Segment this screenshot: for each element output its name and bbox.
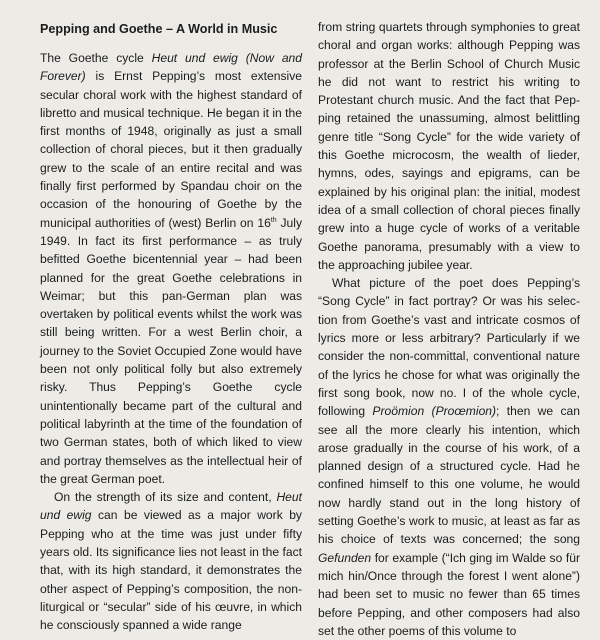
left-p1-text-c: July 1949. In fact its first performance – as truly befitted Goethe bicentennial year – had been planned for the great Goethe celebrations in Weimar; but this pan-German plan was overtaken by political events whilst the work was still being written. For a west Berlin choir, a journey to the Soviet Occupied Zone would have been not only political folly but also extremely risky. Thus Pepping’s Goethe cycle unintentionally became part of the cultural and political labyrinth at the time of the foundation of two German states, both of which liked to view and portray themselves as the intellectual heir of the great German poet. [40,215,302,486]
left-column [40,20,302,640]
left-paragraph-1 [40,49,302,488]
right-paragraph-1: from string quartets through symphonies to great choral and organ works: although Pepping was professor at the Berlin School of Church Music he did not want to restrict his writing to Protestant church music. And the fact that Pepping retained the unassuming, almost belittling genre title “Song Cycle” for the wide variety of this Goethe microcosm, the wealth of lieder, hymns, odes, sayings and epigrams, can be explained by his original plan: the initial, modest idea of a small collection of choral pieces finally grew into a huge cycle of works of a veritable Goethe panorama, presumably with a view to the approaching jubilee year. [318,20,580,272]
article-heading: Pepping and Goethe – A World in Music [40,22,278,36]
text-columns [40,20,580,640]
right-column [318,18,580,640]
left-p1-text-b: is Ernst Pepping’s most extensive secular choral work with the highest standard of libretto and musical technique. He began it in the first months of 1948, originally as just a small collection of choral pieces, but it then gradually grew to the scale of an entire recital and was finally first performed by Spandau choir on the occasion of the honouring of Goethe by the municipal authorities of (west) Berlin on 16 [40,69,302,230]
left-paragraph-2 [40,488,302,634]
left-p1-text-a: The Goethe cycle [40,51,152,65]
right-paragraph-2 [318,274,580,640]
proomion-title: Proömion (Proœmion) [372,404,497,419]
right-p2-text-a: What picture of the poet does Pepping’s “Song Cycle” in fact portray? Or was his selection from Goethe’s vast and intricate cosmos of lyrics more or less arbitrary? Particularly if we consider the non-committal, conventional nature of the lyrics he chose for what was originally the first song book, now no. I of the whole cycle, following [318,276,580,419]
left-p2-text-a: On the strength of its size and content, [54,490,277,505]
work-title: Heut und ewig (Now and Forever) [40,51,302,84]
right-p2-text-b: ; then we can see all the more clearly his intention, which arose gradually in the course of his work, of a planned design of a structured cycle. Had he confined himself to this one volume, he would now hardly stand out in the long history of setting Goethe’s work to music, at least as far as his choice of texts was concerned; the song [318,404,580,547]
right-p2-text-c: for example (“Ich ging im Walde so für mich hin/Once through the forest I went alone”) had been set to music no fewer than 65 times before Pepping, and other composers had also set the other poems of this volume to [318,550,580,638]
ordinal-suffix: th [270,216,277,224]
work-title-short: Heut und ewig [40,490,302,523]
left-p2-text-b: can be viewed as a major work by Pepping who at the time was just under fifty years old. Its significance lies not least in the fact that, with its high standard, it demonstrates the other aspect of Pepping’s composition, the non-liturgical or “secular” side of his œuvre, in which he consciously spanned a wide range [40,508,302,633]
gefunden-title: Gefunden [318,550,372,565]
